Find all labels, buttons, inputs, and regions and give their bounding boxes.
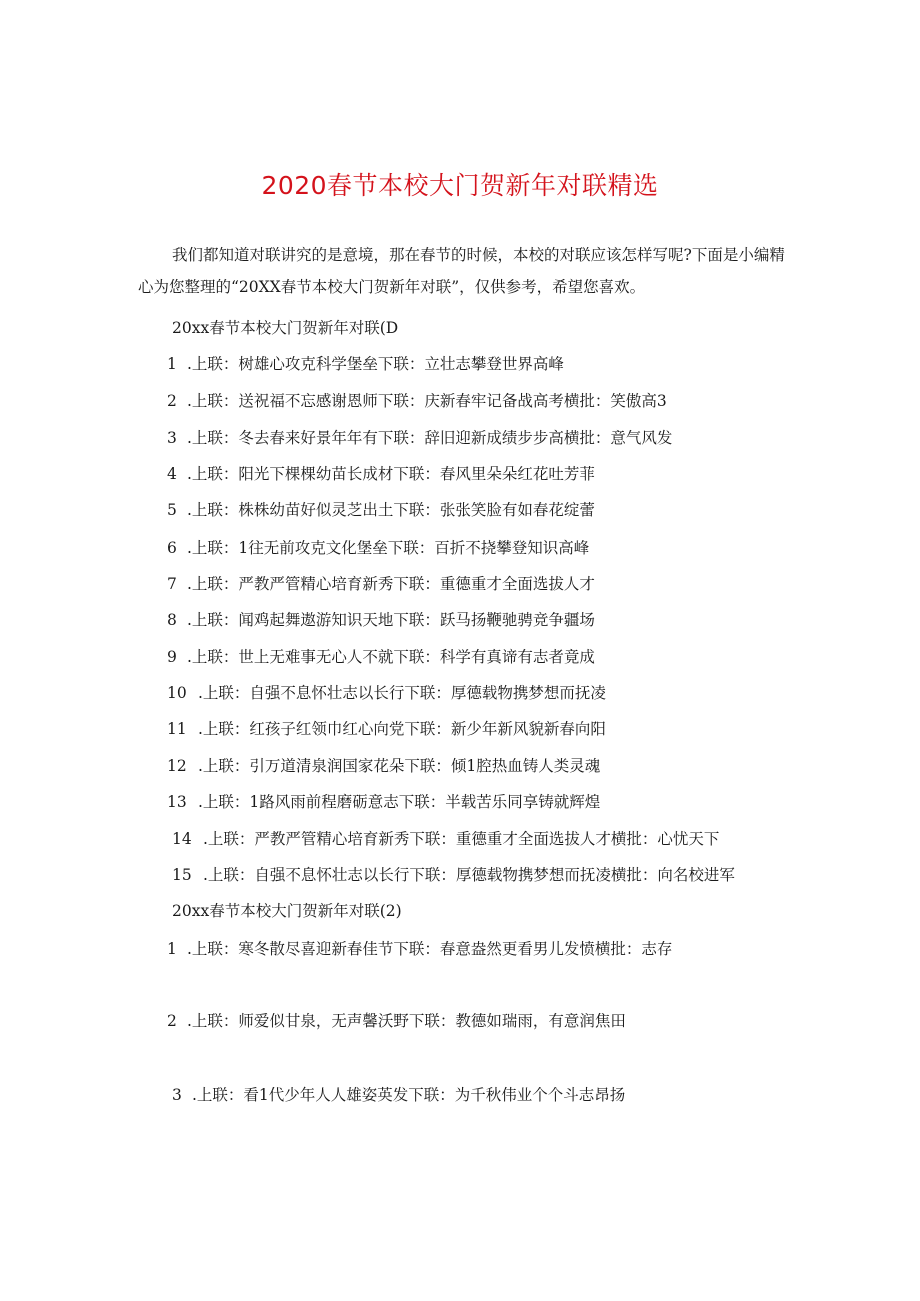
couplet-text: .上联：寒冬散尽喜迎新春佳节下联：春意盎然更看男儿发愤横批：志存 <box>187 940 673 958</box>
list-item <box>167 462 595 484</box>
list-item <box>172 827 719 849</box>
item-number: 7 <box>167 575 177 593</box>
item-number: 1 <box>167 940 177 958</box>
list-item <box>167 426 672 448</box>
list-item <box>167 498 595 520</box>
couplet-text: .上联：冬去春来好景年年有下联：辞旧迎新成绩步步高横批：意气风发 <box>187 429 673 447</box>
couplet-text: .上联：引万道清泉润国家花朵下联：倾1腔热血铸人类灵魂 <box>198 757 601 775</box>
couplet-text: .上联：阳光下棵棵幼苗长成材下联：春风里朵朵红花吐芳菲 <box>187 465 595 483</box>
item-number: 2 <box>167 392 177 410</box>
couplet-text: .上联：师爱似甘泉，无声馨沃野下联：教德如瑞雨，有意润焦田 <box>187 1012 626 1030</box>
item-number: 9 <box>167 648 177 666</box>
list-item <box>167 572 595 594</box>
couplet-text: .上联：自强不息怀壮志以长行下联：厚德载物携梦想而抚凌 <box>198 684 606 702</box>
couplet-text: .上联：自强不息怀壮志以长行下联：厚德载物携梦想而抚凌横批：向名校进军 <box>203 866 735 884</box>
couplet-text: .上联：严教严管精心培育新秀下联：重德重才全面选拔人才横批：心忧天下 <box>203 830 720 848</box>
item-number: 6 <box>167 539 177 557</box>
item-number: 3 <box>167 429 177 447</box>
couplet-text: .上联：1路风雨前程磨砺意志下联：半载苦乐同享铸就辉煌 <box>198 793 601 811</box>
list-item <box>167 681 606 703</box>
item-number: 2 <box>167 1012 177 1030</box>
list-item <box>167 937 672 959</box>
couplet-text: .上联：红孩子红领巾红心向党下联：新少年新风貌新春向阳 <box>198 720 606 738</box>
section-heading-2: 20xx春节本校大门贺新年对联(2) <box>172 902 402 920</box>
couplet-text: .上联：世上无难事无心人不就下联：科学有真谛有志者竟成 <box>187 648 595 666</box>
list-item <box>167 352 564 374</box>
list-item <box>167 754 600 776</box>
item-number: 1 <box>167 355 177 373</box>
item-number: 5 <box>167 501 177 519</box>
item-number: 11 <box>167 720 187 738</box>
couplet-text: .上联：送祝福不忘感谢恩师下联：庆新春牢记备战高考横批：笑傲高3 <box>187 392 667 410</box>
list-item <box>167 645 595 667</box>
couplet-text: .上联：闻鸡起舞遨游知识天地下联：跃马扬鞭驰骋竞争疆场 <box>187 611 595 629</box>
list-item <box>167 1009 626 1031</box>
item-number: 15 <box>172 866 192 884</box>
couplet-text: .上联：树雄心攻克科学堡垒下联：立壮志攀登世界高峰 <box>187 355 564 373</box>
section-heading-1: 20xx春节本校大门贺新年对联(D <box>172 319 399 337</box>
item-number: 10 <box>167 684 187 702</box>
couplet-text: .上联：株株幼苗好似灵芝出土下联：张张笑脸有如春花绽蕾 <box>187 501 595 519</box>
list-item <box>167 536 589 558</box>
item-number: 12 <box>167 757 187 775</box>
item-number: 3 <box>172 1086 182 1104</box>
item-number: 13 <box>167 793 187 811</box>
document-title: 2020春节本校大门贺新年对联精选 <box>261 171 659 200</box>
item-number: 14 <box>172 830 192 848</box>
list-item <box>167 389 667 411</box>
intro-paragraph: 我们都知道对联讲究的是意境，那在春节的时候，本校的对联应该怎样写呢?下面是小编精心为您整理的“20XX春节本校大门贺新年对联”，仅供参考，希望您喜欢。 <box>138 246 785 296</box>
list-item <box>167 608 595 630</box>
item-number: 8 <box>167 611 177 629</box>
couplet-text: .上联：1往无前攻克文化堡垒下联：百折不挠攀登知识高峰 <box>187 539 590 557</box>
list-item <box>167 790 600 812</box>
list-item <box>172 1083 625 1105</box>
couplet-text: .上联：严教严管精心培育新秀下联：重德重才全面选拔人才 <box>187 575 595 593</box>
list-item <box>172 863 735 885</box>
couplet-text: .上联：看1代少年人人雄姿英发下联：为千秋伟业个个斗志昂扬 <box>192 1086 626 1104</box>
list-item <box>167 717 606 739</box>
item-number: 4 <box>167 465 177 483</box>
